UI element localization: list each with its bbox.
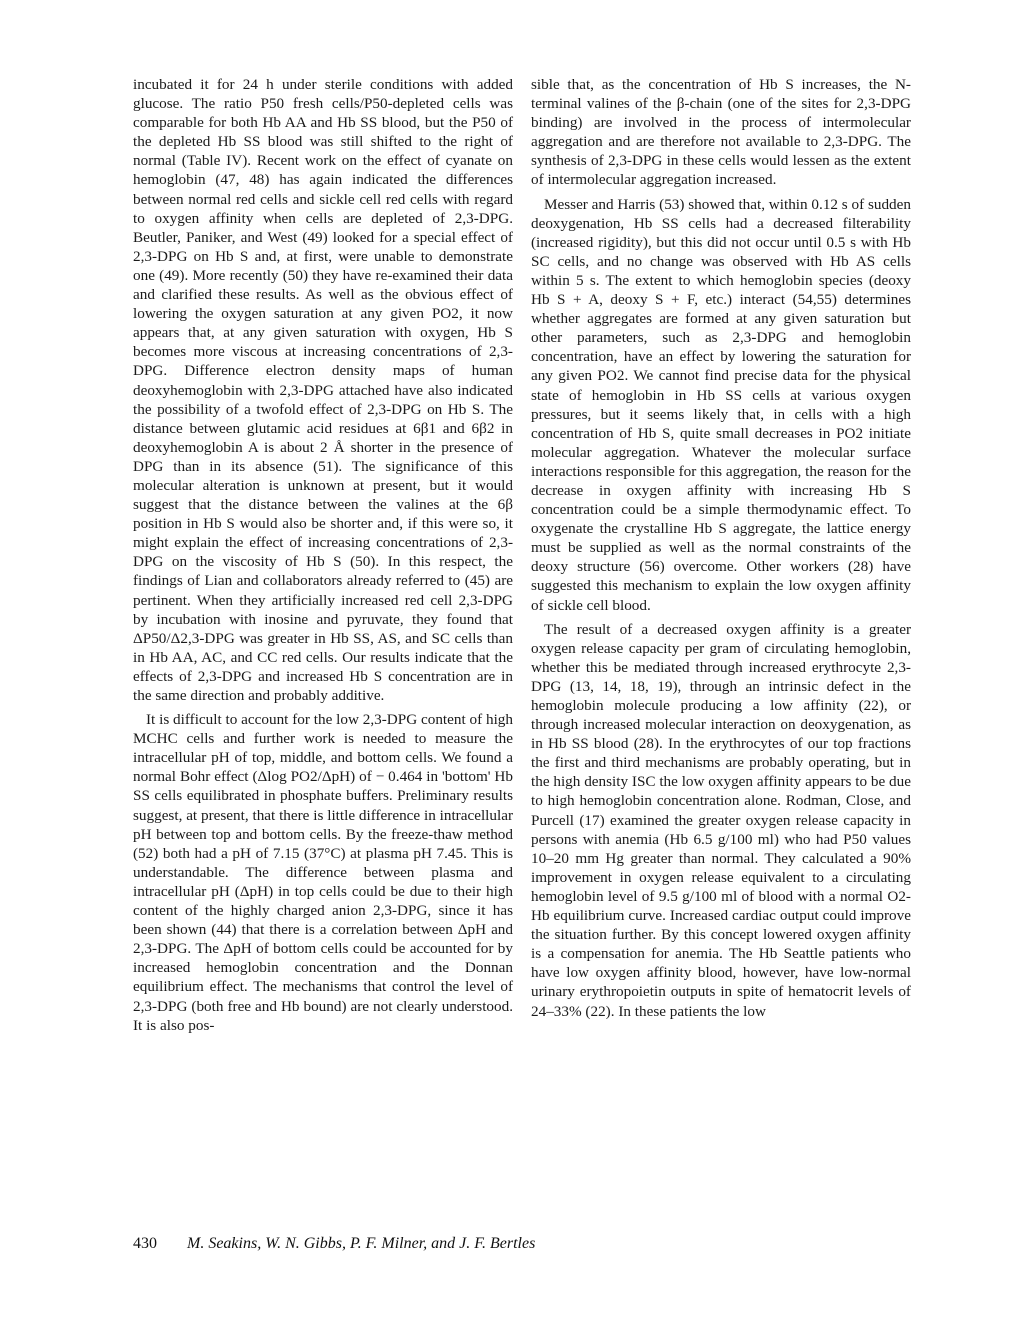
paragraph: It is difficult to account for the low 2,3-DPG content of high MCHC cells and further work is needed to measure the intracellular pH of top, middle, and bottom cells. We found a normal Bohr effect (Δlog PO2/ΔpH) of − 0.464 in 'bottom' Hb SS cells equilibrated in phosphate buffers. Preliminary results suggest, at present, that there is little difference in intracellular pH between top and bottom cells. By the freeze-thaw method (52) both had a pH of 7.15 (37°C) at plasma pH 7.45. This is understandable. The difference between plasma and intracellular pH (ΔpH) in top cells could be due to their high content of the highly charged anion 2,3-DPG, since it has been shown (44) that there is a correlation between ΔpH and 2,3-DPG. The ΔpH of bottom cells could be accounted for by increased hemoglobin concentration and the Donnan equilibrium effect. The mechanisms that control the level of 2,3-DPG (both free and Hb bound) are not clearly understood. It is also pos- bbox=[133, 711, 513, 1034]
left-column bbox=[133, 75, 513, 1035]
paragraph: The result of a decreased oxygen affinity is a greater oxygen release capacity per gram of circulating hemoglobin, whether this be mediated through increased erythrocyte 2,3-DPG (13, 14, 18, 19), through an intrinsic defect in the hemoglobin molecule producing a low affinity (22), or through increased molecular interaction on deoxygenation, as in Hb SS blood (28). In the erythrocytes of our top fractions the first and third mechanisms are probably operating, but in the high density ISC the low oxygen affinity appears to be due to high hemoglobin concentration alone. Rodman, Close, and Purcell (17) examined the greater oxygen release capacity in persons with anemia (Hb 6.5 g/100 ml) who had P50 values 10–20 mm Hg greater than normal. They calculated a 90% improvement in oxygen release equivalent to a circulating hemoglobin level of 9.5 g/100 ml of blood with a normal O2-Hb equilibrium curve. Increased cardiac output could improve the situation further. By this concept lowered oxygen affinity is a compensation for anemia. The Hb Seattle patients who have low oxygen affinity blood, however, have low-normal urinary erythropoietin outputs in spite of hematocrit levels of 24–33% (22). In these patients the low bbox=[531, 620, 911, 1020]
paragraph: Messer and Harris (53) showed that, within 0.12 s of sudden deoxygenation, Hb SS cells had a decreased filterability (increased rigidity), but this did not occur until 0.5 s with Hb SC cells, and no change was observed with Hb AS cells within 5 s. The extent to which hemoglobin species (deoxy Hb S + A, deoxy S + F, etc.) interact (54,55) determines whether aggregates are formed at any given saturation but other parameters, such as 2,3-DPG and hemoglobin concentration, have an effect by lowering the saturation for any given PO2. We cannot find precise data for the physical state of hemoglobin in Hb SS cells at various oxygen pressures, but it seems likely that, in cells with a high concentration of Hb S, quite small decreases in PO2 initiate molecular aggregation. Whatever the molecular surface interactions responsible for this aggregation, the reason for the decrease in oxygen affinity with increasing Hb S concentration could be a simple thermodynamic effect. To oxygenate the crystalline Hb S aggregate, the lattice energy must be supplied as well as the normal constraints of the deoxy structure (56) overcome. Other workers (28) have suggested this mechanism to explain the low oxygen affinity of sickle cell blood. bbox=[531, 195, 911, 614]
paragraph: incubated it for 24 h under sterile conditions with added glucose. The ratio P50 fresh cells/P50-depleted cells was comparable for both Hb AA and Hb SS blood, but the P50 of the depleted Hb SS blood was still shifted to the right of normal (Table IV). Recent work on the effect of cyanate on hemoglobin (47, 48) has again indicated the differences between normal red cells and sickle cell red cells with regard to oxygen affinity when cells are depleted of 2,3-DPG. Beutler, Paniker, and West (49) looked for a special effect of 2,3-DPG on Hb S and, at first, were unable to demonstrate one (49). More recently (50) they have re-examined their data and clarified these results. As well as the obvious effect of lowering the oxygen saturation at any given PO2, it now appears that, at any given saturation with oxygen, Hb S becomes more viscous at increasing concentrations of 2,3-DPG. Difference electron density maps of human deoxyhemoglobin with 2,3-DPG attached have also indicated the possibility of a twofold effect of 2,3-DPG on Hb S. The distance between glutamic acid residues at 6β1 and 6β2 in deoxyhemoglobin A is about 2 Å shorter in the presence of DPG than in its absence (51). The significance of this molecular alteration is unknown at present, but it would suggest that the distance between the valines at the 6β position in Hb S would also be shorter and, if this were so, it might explain the effect of increasing concentrations of 2,3-DPG on the viscosity of Hb S (50). In this respect, the findings of Lian and collaborators already referred to (45) are pertinent. When they artificially increased red cell 2,3-DPG by incubation with inosine and pyruvate, they found that ΔP50/Δ2,3-DPG was greater in Hb SS, AS, and SC cells than in Hb AA, AC, and CC red cells. Our results indicate that the effects of 2,3-DPG and increased Hb S concentration are in the same direction and probably additive. bbox=[133, 76, 513, 704]
right-column bbox=[531, 75, 911, 1021]
running-authors: M. Seakins, W. N. Gibbs, P. F. Milner, and J. F. Bertles bbox=[187, 1235, 536, 1252]
page-number: 430 bbox=[133, 1235, 157, 1252]
paragraph: sible that, as the concentration of Hb S increases, the N-terminal valines of the β-chain (one of the sites for 2,3-DPG binding) are involved in the process of intermolecular aggregation and are therefore not available to 2,3-DPG. The synthesis of 2,3-DPG in these cells would lessen as the extent of intermolecular aggregation increased. bbox=[531, 76, 911, 189]
page-footer bbox=[133, 1235, 913, 1253]
